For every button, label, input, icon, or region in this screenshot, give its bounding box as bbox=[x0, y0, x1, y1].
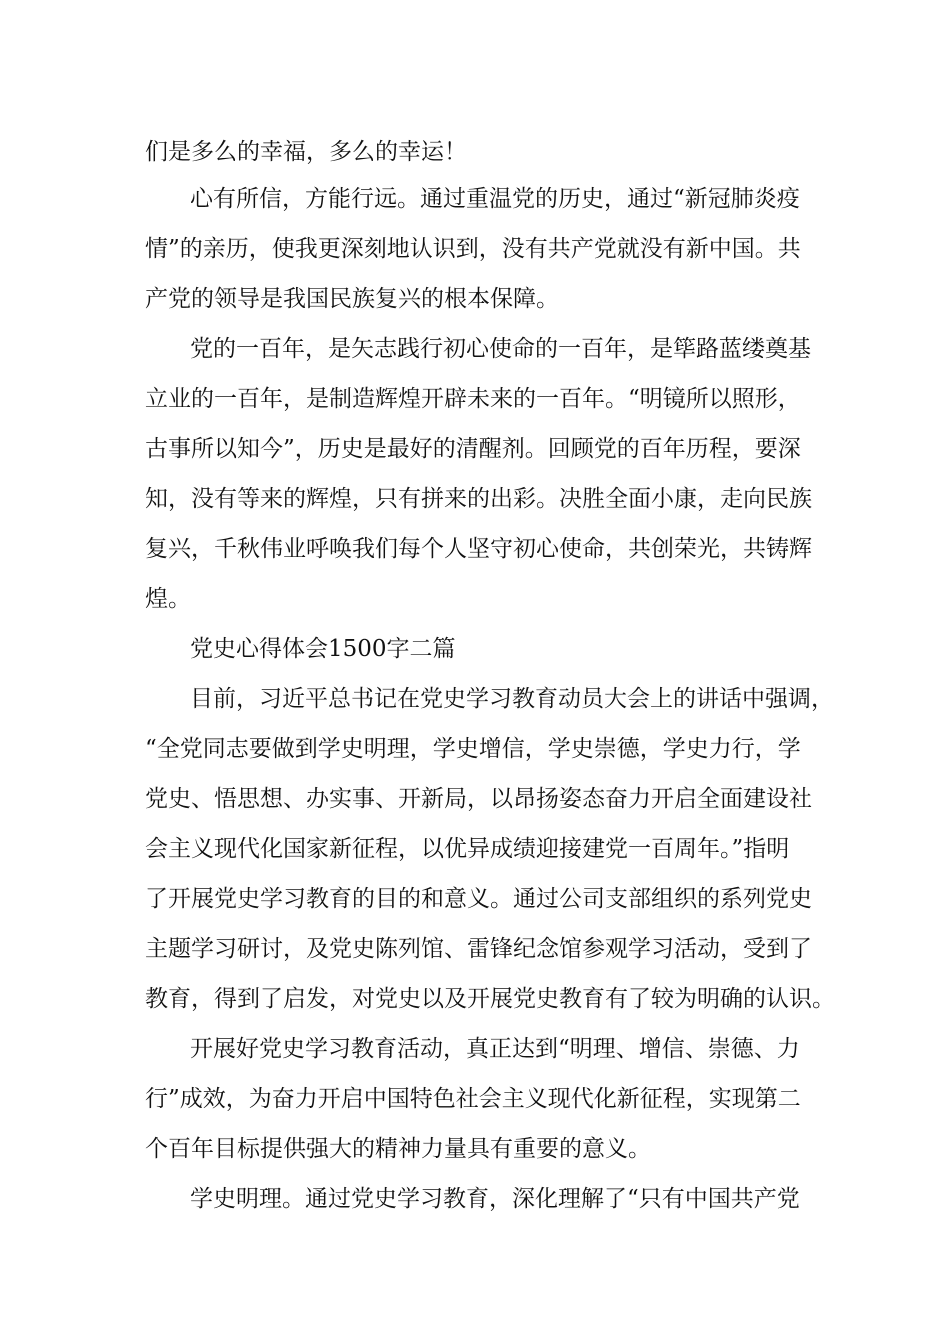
text-line: 教育，得到了启发，对党史以及开展党史教育有了较为明确的认识。 bbox=[145, 986, 835, 1012]
text-line: 个百年目标提供强大的精神力量具有重要的意义。 bbox=[145, 1136, 651, 1162]
text-line: 党史、悟思想、办实事、开新局，以昂扬姿态奋力开启全面建设社 bbox=[145, 786, 812, 812]
text-line: 行”成效，为奋力开启中国特色社会主义现代化新征程，实现第二 bbox=[145, 1086, 801, 1112]
paragraph-start-line: 心有所信，方能行远。通过重温党的历史，通过“新冠肺炎疫 bbox=[190, 186, 800, 212]
text-line: 们是多么的幸福，多么的幸运！ bbox=[145, 139, 467, 165]
paragraph-start-line: 党的一百年，是矢志践行初心使命的一百年，是筚路蓝缕奠基 bbox=[190, 336, 811, 362]
paragraph-start-line: 目前，习近平总书记在党史学习教育动员大会上的讲话中强调， bbox=[190, 686, 834, 712]
text-line: 知，没有等来的辉煌，只有拼来的出彩。决胜全面小康，走向民族 bbox=[145, 486, 812, 512]
text-line: “全党同志要做到学史明理，学史增信，学史崇德，学史力行，学 bbox=[145, 736, 801, 762]
text-line: 复兴，千秋伟业呼唤我们每个人坚守初心使命，共创荣光，共铸辉 bbox=[145, 536, 812, 562]
section-heading: 党史心得体会1500字二篇 bbox=[190, 636, 456, 662]
text-line: 情”的亲历，使我更深刻地认识到，没有共产党就没有新中国。共 bbox=[145, 236, 801, 262]
text-line: 立业的一百年，是制造辉煌开辟未来的一百年。“明镜所以照形， bbox=[145, 386, 801, 412]
text-line: 主题学习研讨，及党史陈列馆、雷锋纪念馆参观学习活动，受到了 bbox=[145, 936, 812, 962]
text-line: 煌。 bbox=[145, 586, 191, 612]
text-line: 会主义现代化国家新征程，以优异成绩迎接建党一百周年。”指明 bbox=[145, 836, 790, 862]
text-line: 了开展党史学习教育的目的和意义。通过公司支部组织的系列党史 bbox=[145, 886, 812, 912]
text-line: 产党的领导是我国民族复兴的根本保障。 bbox=[145, 286, 559, 312]
paragraph-start-line: 开展好党史学习教育活动，真正达到“明理、增信、崇德、力 bbox=[190, 1036, 800, 1062]
paragraph-start-line: 学史明理。通过党史学习教育，深化理解了“只有中国共产党 bbox=[190, 1186, 800, 1212]
text-line: 古事所以知今”，历史是最好的清醒剂。回顾党的百年历程，要深 bbox=[145, 436, 801, 462]
